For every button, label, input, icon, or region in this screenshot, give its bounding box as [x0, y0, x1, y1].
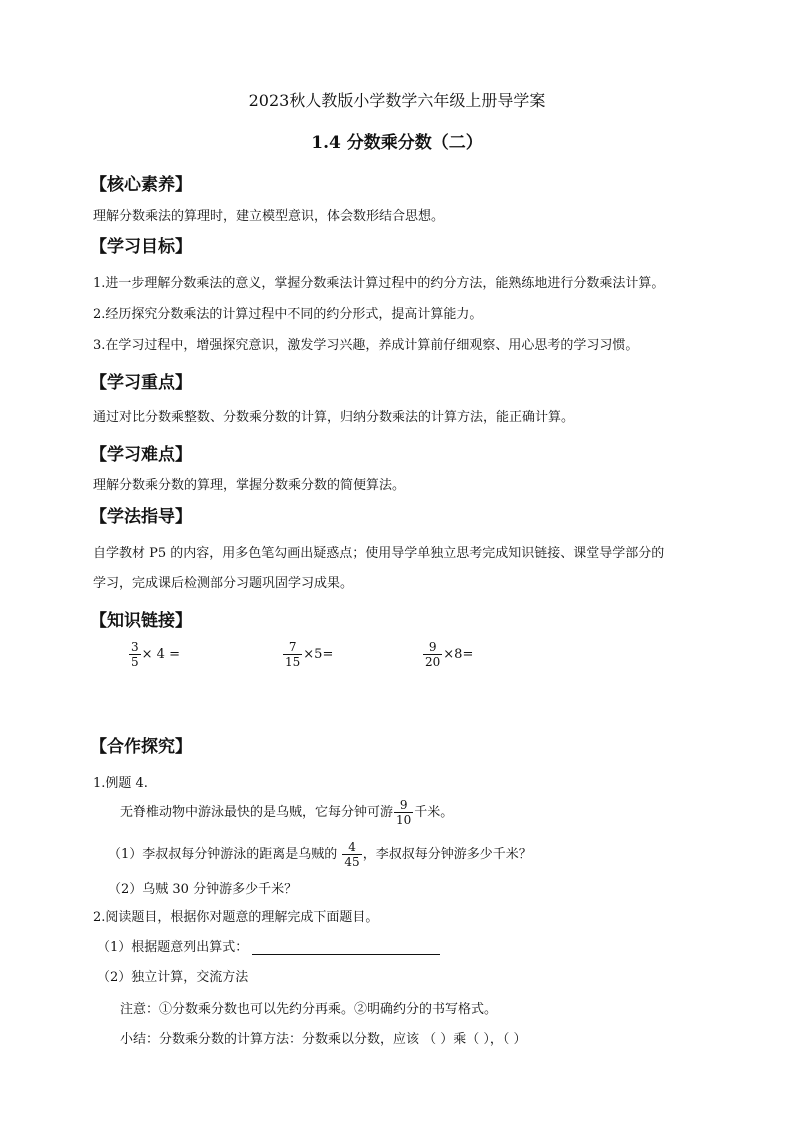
fraction: $\frac{7}{15}$	[285, 640, 301, 669]
method-text-line2: 学习，完成课后检测部分习题巩固学习成果。	[93, 576, 354, 591]
step-1: （1）根据题意列出算式：	[97, 936, 440, 955]
difficulty-text: 理解分数乘分数的算理，掌握分数乘分数的简便算法。	[93, 478, 406, 493]
answer-blank[interactable]	[252, 940, 440, 955]
document-subtitle: 2023秋人教版小学数学六年级上册导学案	[248, 91, 546, 110]
heading-explore: 【合作探究】	[90, 737, 192, 757]
exercise-3: $\frac{9}{20}$ ×8=	[425, 640, 474, 669]
fraction: $\frac{4}{45}$	[344, 840, 360, 869]
heading-method: 【学法指导】	[90, 507, 192, 527]
goal-item-2: 2.经历探究分数乘法的计算过程中不同的约分形式，提高计算能力。	[93, 307, 483, 322]
heading-goals: 【学习目标】	[90, 237, 192, 257]
fraction: $\frac{3}{5}$	[131, 640, 139, 669]
goal-item-1: 1.进一步理解分数乘法的意义，掌握分数乘法计算过程中的约分方法，能熟练地进行分数乘法计算。	[93, 276, 665, 291]
step-2: （2）独立计算，交流方法	[97, 970, 249, 985]
exercise-1: $\frac{3}{5}$ × 4 =	[131, 640, 180, 669]
note-text: 注意：①分数乘分数也可以先约分再乘。②明确约分的书写格式。	[120, 1002, 498, 1017]
heading-core: 【核心素养】	[90, 175, 192, 195]
goal-item-3: 3.在学习过程中，增强探究意识，激发学习兴趣，养成计算前仔细观察、用心思考的学习习惯。	[93, 338, 639, 353]
core-text: 理解分数乘法的算理时，建立模型意识，体会数形结合思想。	[93, 209, 445, 224]
document-title: 1.4 分数乘分数（二）	[311, 133, 483, 153]
fraction: $\frac{9}{10}$	[396, 798, 412, 827]
heading-focus: 【学习重点】	[90, 373, 192, 393]
focus-text: 通过对比分数乘整数、分数乘分数的计算，归纳分数乘法的计算方法，能正确计算。	[93, 410, 575, 425]
method-text-line1: 自学教材 P5 的内容，用多色笔勾画出疑惑点；使用导学单独立思考完成知识链接、课堂导学部分的	[93, 546, 665, 561]
fraction: $\frac{9}{20}$	[425, 640, 441, 669]
exercise-2: $\frac{7}{15}$ ×5=	[285, 640, 334, 669]
example-label: 1.例题 4.	[93, 776, 148, 791]
heading-difficulty: 【学习难点】	[90, 445, 192, 465]
example-text: 无脊椎动物中游泳最快的是乌贼，它每分钟可游 $\frac{9}{10}$ 千米。	[120, 798, 454, 827]
question-1: （1）李叔叔每分钟游泳的距离是乌贼的 $\frac{4}{45}$ ，李叔叔每分钟游多少千米？	[108, 840, 532, 869]
summary-text: 小结：分数乘分数的计算方法：分数乘以分数，应该 （ ）乘（ ），（ ）	[120, 1032, 527, 1047]
heading-links: 【知识链接】	[90, 611, 192, 631]
question-2: （2）乌贼 30 分钟游多少千米？	[108, 882, 298, 897]
read-task: 2.阅读题目，根据你对题意的理解完成下面题目。	[93, 910, 379, 925]
